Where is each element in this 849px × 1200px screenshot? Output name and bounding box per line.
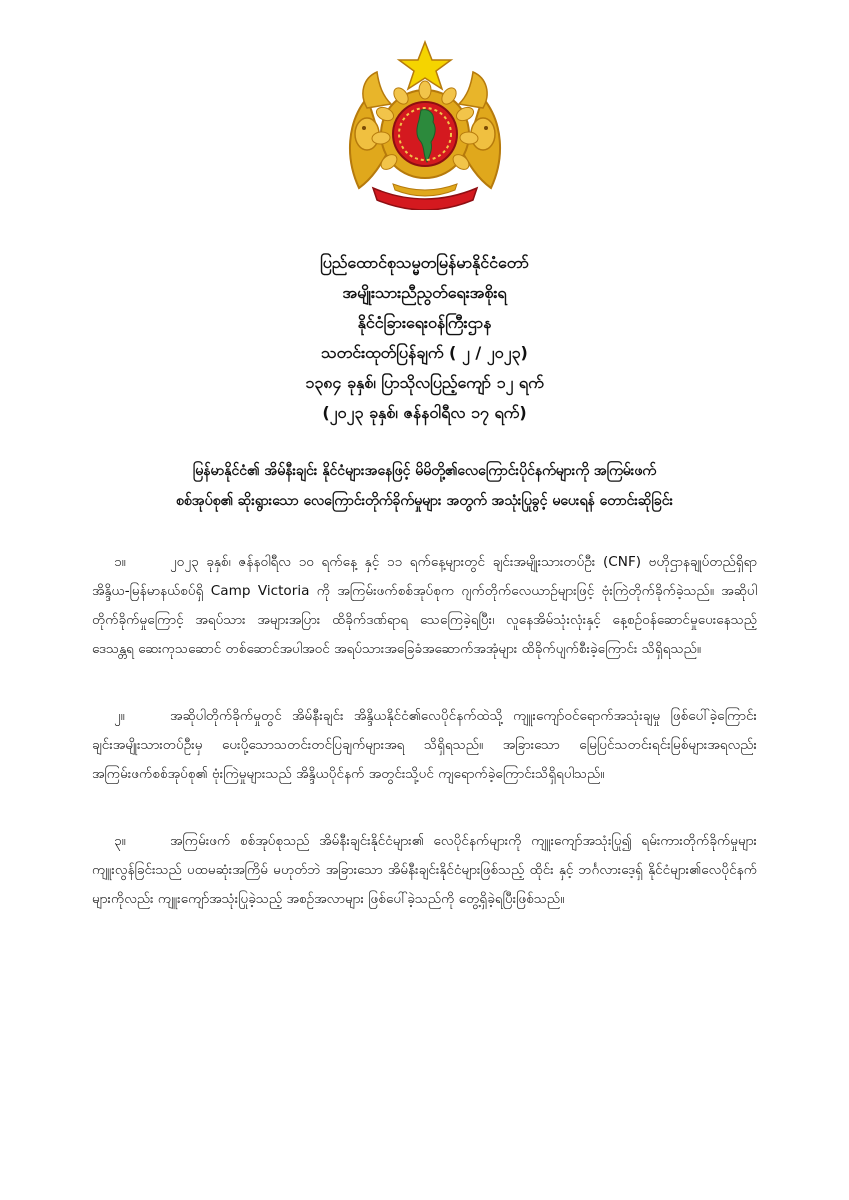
state-seal-emblem-icon — [337, 38, 513, 210]
paragraph-2 — [92, 702, 757, 789]
press-release-page — [0, 38, 849, 1200]
country-name: ပြည်ထောင်စုသမ္မတမြန်မာနိုင်ငံတော် — [320, 253, 529, 272]
press-release-subject — [92, 456, 757, 516]
paragraph-3 — [92, 827, 757, 914]
paragraph-text: ၂၀၂၃ ခုနှစ်၊ ဇန်နဝါရီလ ၁၀ ရက်နေ့ နှင့် ၁၁ ရက်နေ့များတွင် ချင်းအမျိုးသားတပ်ဦး (CNF) ဗဟိုဌာနချုပ်တည်ရှိရာ အိန္ဒိယ-မြန်မာနယ်စပ်ရှိ Camp Victoria ကို အကြမ်းဖက်စစ်အုပ်စုက ဂျက်တိုက်လေယာဉ်များဖြင့် ဗုံးကြဲတိုက်ခိုက်ခဲ့သည်။ အဆိုပါတိုက်ခိုက်မှုကြောင့် အရပ်သား အများအပြား ထိခိုက်ဒဏ်ရာရ သေကြေခဲ့ရပြီး၊ လူနေအိမ်သုံးလုံးနှင့် နေ့စဉ်ဝန်ဆောင်မှုပေးနေသည့် ဒေသန္တရ ဆေးကုသဆောင် တစ်ဆောင်အပါအဝင် အရပ်သားအခြေခံအဆောက်အအုံများ ထိခိုက်ပျက်စီးခဲ့ကြောင်း သိရှိရသည်။ — [92, 554, 757, 657]
letterhead — [92, 248, 757, 428]
subject-line: မြန်မာနိုင်ငံ၏ အိမ်နီးချင်း နိုင်ငံများအနေဖြင့် မိမိတို့၏လေကြောင်းပိုင်နက်များကို အကြမ်းဖက် — [192, 463, 657, 479]
paragraph-text: အဆိုပါတိုက်ခိုက်မှုတွင် အိမ်နီးချင်း အိန္ဒိယနိုင်ငံ၏လေပိုင်နက်ထဲသို့ ကျူးကျော်ဝင်ရောက်အသုံးချမှု ဖြစ်ပေါ်ခဲ့ကြောင်း ချင်းအမျိုးသားတပ်ဦးမှ ပေးပို့သောသတင်းတင်ပြချက်များအရ သိရှိရသည်။ အခြားသော မြေပြင်သတင်းရင်းမြစ်များအရလည်း အကြမ်းဖက်စစ်အုပ်စု၏ ဗုံးကြဲမှုများသည် အိန္ဒိယပိုင်နက် အတွင်းသို့ပင် ကျရောက်ခဲ့ကြောင်းသိရှိရပါသည်။ — [92, 708, 757, 782]
ministry-name: နိုင်ငံခြားရေးဝန်ကြီးဌာန — [357, 313, 492, 332]
government-name: အမျိုးသားညီညွတ်ရေးအစိုးရ — [342, 283, 507, 302]
subject-line: စစ်အုပ်စု၏ ဆိုးရွားသော လေကြောင်းတိုက်ခိုက်မှုများ အတွက် အသုံးပြုခွင့် မပေးရန် တောင်းဆိုခြင်း — [175, 493, 674, 509]
paragraph-number: ၁။ — [114, 554, 126, 570]
press-release-number: သတင်းထုတ်ပြန်ချက် ( ၂ / ၂၀၂၃) — [321, 343, 528, 362]
paragraph-number: ၃။ — [114, 833, 126, 849]
gregorian-date: (၂၀၂၃ ခုနှစ်၊ ဇန်နဝါရီလ ၁၇ ရက်) — [322, 403, 527, 422]
paragraph-number: ၂။ — [114, 708, 125, 724]
myanmar-date: ၁၃၈၄ ခုနှစ်၊ ပြာသိုလပြည့်ကျော် ၁၂ ရက် — [305, 373, 544, 392]
paragraph-1 — [92, 548, 757, 664]
paragraph-text: အကြမ်းဖက် စစ်အုပ်စုသည် အိမ်နီးချင်းနိုင်ငံများ၏ လေပိုင်နက်များကို ကျူးကျော်အသုံးပြု၍ ရမ်းကားတိုက်ခိုက်မှုများကျူးလွန်ခြင်းသည် ပထမဆုံးအကြိမ် မဟုတ်ဘဲ အခြားသော အိမ်နီးချင်းနိုင်ငံများဖြစ်သည့် ထိုင်း နှင့် ဘင်္ဂလားဒေ့ရှ် နိုင်ငံများ၏လေပိုင်နက်များကိုလည်း ကျူးကျော်အသုံးပြုခဲ့သည့် အစဉ်အလာများ ဖြစ်ပေါ်ခဲ့သည်ကို တွေ့ရှိခဲ့ရပြီးဖြစ်သည်။ — [92, 833, 757, 907]
